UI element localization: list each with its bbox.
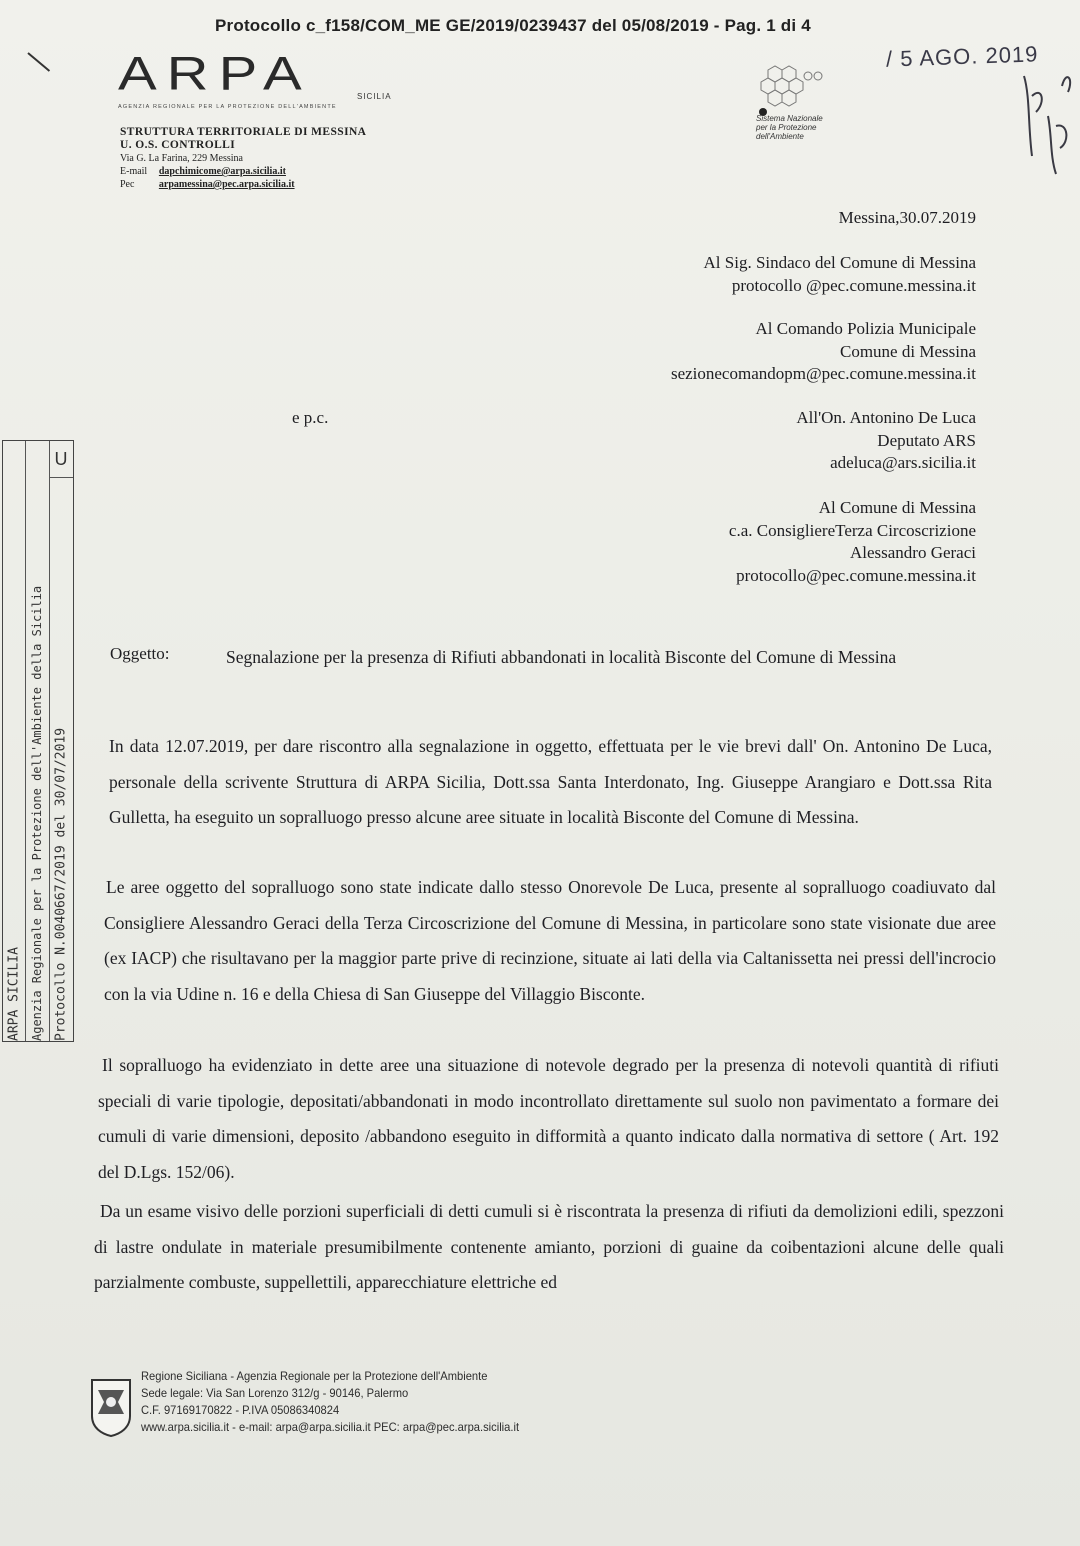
sender-pec-link[interactable]: arpamessina@pec.arpa.sicilia.it xyxy=(158,179,295,190)
snpa-logo xyxy=(742,64,882,144)
arpa-logo: ARPA xyxy=(118,46,312,101)
recipient-pec[interactable]: protocollo @pec.comune.messina.it xyxy=(731,275,976,295)
protocol-header: Protocollo c_f158/COM_ME GE/2019/0239437 del 05/08/2019 - Pag. 1 di 4 xyxy=(215,16,811,35)
footer-line-4[interactable]: www.arpa.sicilia.it - e-mail: arpa@arpa.sicilia.it PEC: arpa@pec.arpa.sicilia.it xyxy=(141,1420,520,1434)
body-paragraph-3: Il sopralluogo ha evidenziato in dette aree una situazione di notevole degrado per la presenza di notevoli quantità di rifiuti speciali di varie tipologie, depositati/abbandonati in modo incontrollato direttamente sul suolo non pavimentato a formare dei cumuli di varie dimensioni, deposito /abbandono eseguito in difformità a quanto indicato dalla normativa di settore ( Art. 192 del D.Lgs. 152/06). xyxy=(98,1055,999,1182)
sender-pec-row xyxy=(120,178,366,191)
recipient-pec[interactable]: protocollo@pec.comune.messina.it xyxy=(736,565,976,585)
recipient-line: Al Comando Polizia Municipale xyxy=(755,319,976,338)
footer-line-2: Sede legale: Via San Lorenzo 312/g - 90146, Palermo xyxy=(141,1386,409,1400)
logo-tagline: AGENZIA REGIONALE PER LA PROTEZIONE DELL'AMBIENTE xyxy=(118,104,337,110)
footer-line-3: C.F. 97169170822 - P.IVA 05086340824 xyxy=(141,1403,340,1417)
body-paragraph-4: Da un esame visivo delle porzioni superficiali di detti cumuli si è riscontrata la presenza di rifiuti da demolizioni edili, spezzoni di lastre ondulate in materiale presumibilmente contenente amianto, porzioni di guaine da coibentazioni alcune delle quali parzialmente combuste, suppellettili, apparecchiature elettriche ed xyxy=(94,1201,1004,1292)
subject-text: Segnalazione per la presenza di Rifiuti abbandonati in località Bisconte del Comune di Messina xyxy=(226,647,897,667)
recipient-line: c.a. ConsigliereTerza Circoscrizione xyxy=(728,520,976,540)
recipient-line: Deputato ARS xyxy=(877,430,976,450)
footer-info xyxy=(141,1368,519,1436)
protocol-side-stamp xyxy=(2,440,74,1042)
sender-email-row xyxy=(120,165,366,178)
body-paragraph-2: Le aree oggetto del sopralluogo sono state indicate dallo stesso Onorevole De Luca, presente al sopralluogo coadiuvato dal Consigliere Alessandro Geraci della Terza Circoscrizione del Comune di Messina, in particolare sono state visionate due aree (ex IACP) che risultavano per la maggior parte prive di recinzione, situate ai lati della via Caltanissetta nei pressi dell'incrocio con la via Udine n. 16 e della Chiesa di San Giuseppe del Villaggio Bisconte. xyxy=(104,877,996,1004)
recipient-line: Alessandro Geraci xyxy=(849,543,976,562)
stamp-mark: U xyxy=(49,441,73,478)
epc-label: e p.c. xyxy=(292,408,329,427)
sender-email-link[interactable]: dapchimicome@arpa.sicilia.it xyxy=(158,166,286,177)
stamp-line-2: Agenzia Regionale per la Protezione dell'Ambiente della Sicilia xyxy=(30,585,44,1041)
recipient-pec[interactable]: sezionecomandopm@pec.comune.messina.it xyxy=(670,364,976,383)
subject-label: Oggetto: xyxy=(110,644,170,663)
recipient-line: Al Comune di Messina xyxy=(818,498,976,517)
regione-sicilia-crest-icon xyxy=(90,1378,132,1438)
sender-block xyxy=(120,126,366,191)
handwritten-signature-icon xyxy=(1016,56,1076,176)
received-stamp-date: / 5 AGO. 2019 xyxy=(885,41,1039,72)
body-paragraph-1: In data 12.07.2019, per dare riscontro alla segnalazione in oggetto, effettuata per le vie brevi dall' On. Antonino De Luca, personale della scrivente Struttura di ARPA Sicilia, Dott.ssa Santa Interdonato, Ing. Giuseppe Arangiaro e Dott.ssa Rita Gulletta, ha eseguito un sopralluogo presso alcune aree situate in località Bisconte del Comune di Messina. xyxy=(109,736,992,827)
recipient-email[interactable]: adeluca@ars.sicilia.it xyxy=(830,453,976,472)
recipient-sindaco xyxy=(704,252,976,297)
email-label: E-mail xyxy=(120,166,148,177)
snpa-line2: per la Protezione xyxy=(756,123,817,132)
logo-region: SICILIA xyxy=(357,92,392,101)
recipient-line: All'On. Antonino De Luca xyxy=(796,408,976,427)
sender-unit: U. O.S. CONTROLLI xyxy=(120,139,236,151)
recipient-polizia xyxy=(671,318,976,386)
recipient-line: Al Sig. Sindaco del Comune di Messina xyxy=(703,253,976,272)
place-date: Messina,30.07.2019 xyxy=(838,208,976,227)
pen-mark xyxy=(27,52,50,72)
stamp-line-1: ARPA SICILIA xyxy=(6,947,22,1041)
snpa-hexagon-icon xyxy=(742,64,832,120)
recipient-line: Comune di Messina xyxy=(840,341,976,361)
recipient-deluca xyxy=(796,407,976,475)
footer-line-1: Regione Siciliana - Agenzia Regionale per la Protezione dell'Ambiente xyxy=(141,1369,488,1383)
recipient-comune xyxy=(729,497,976,587)
sender-address: Via G. La Farina, 229 Messina xyxy=(120,153,243,164)
snpa-line3: dell'Ambiente xyxy=(756,132,804,141)
pec-label: Pec xyxy=(120,179,135,190)
snpa-line1: Sistema Nazionale xyxy=(756,114,823,123)
stamp-line-3: Protocollo N.0040667/2019 del 30/07/2019 xyxy=(53,727,69,1041)
sender-structure: STRUTTURA TERRITORIALE DI MESSINA xyxy=(120,126,367,138)
